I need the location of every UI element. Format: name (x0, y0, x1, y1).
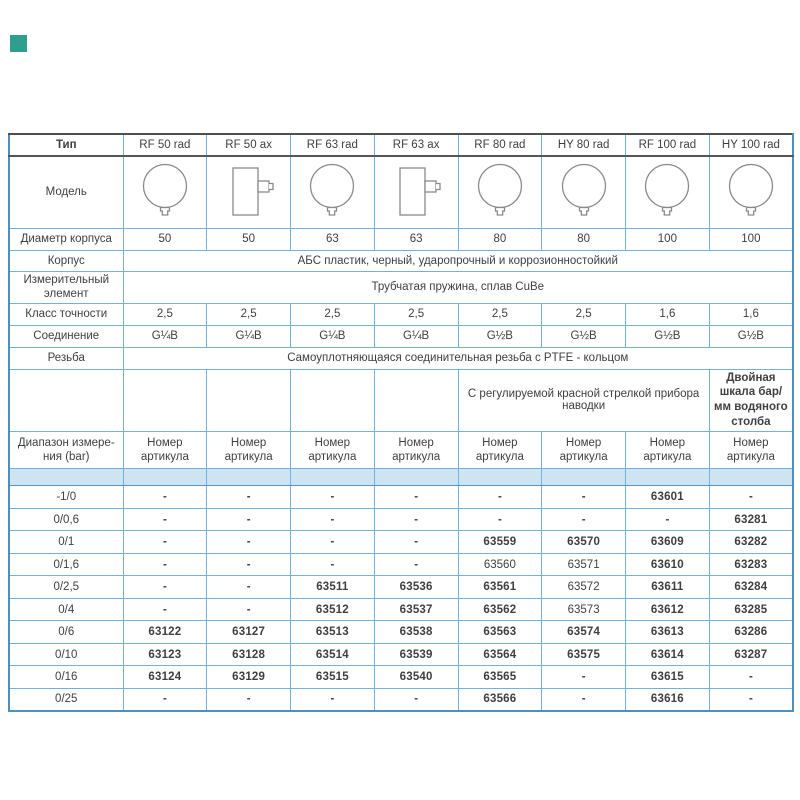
notes-empty-cell (123, 369, 207, 432)
table-row (9, 531, 793, 554)
model-cell (123, 156, 207, 228)
article-cell-empty: - (291, 508, 375, 531)
table-row (9, 576, 793, 599)
article-cell: 63614 (626, 643, 710, 666)
band-cell (709, 469, 793, 486)
article-cell: 63572 (542, 576, 626, 599)
gauge-rad-icon (305, 161, 359, 223)
article-cell-empty: - (123, 508, 207, 531)
article-cell-empty: - (542, 486, 626, 509)
article-cell-empty: - (458, 508, 542, 531)
connection-value: G¼B (123, 325, 207, 347)
gauge-rad-icon (557, 161, 611, 223)
article-header: Номер артикула (542, 432, 626, 469)
band-cell (374, 469, 458, 486)
article-cell-empty: - (626, 508, 710, 531)
body-label: Корпус (9, 250, 123, 271)
column-header: RF 63 ax (374, 134, 458, 156)
article-cell: 63283 (709, 553, 793, 576)
article-cell: 63574 (542, 621, 626, 644)
article-header-row (9, 432, 793, 469)
column-header: RF 50 ax (207, 134, 291, 156)
article-cell: 63559 (458, 531, 542, 554)
article-cell-empty: - (207, 576, 291, 599)
table-row (9, 666, 793, 689)
column-header: HY 100 rad (709, 134, 793, 156)
accuracy-value: 2,5 (542, 303, 626, 325)
article-cell: 63571 (542, 553, 626, 576)
band-cell (9, 469, 123, 486)
range-value: 0/10 (9, 643, 123, 666)
gauge-ax-icon (222, 161, 276, 223)
article-cell: 63515 (291, 666, 375, 689)
notes-empty-cell (9, 369, 123, 432)
connection-value: G¼B (374, 325, 458, 347)
model-label: Модель (9, 156, 123, 228)
article-cell-empty: - (207, 553, 291, 576)
diameter-value: 80 (542, 228, 626, 250)
table-row (9, 621, 793, 644)
column-header: RF 63 rad (291, 134, 375, 156)
range-value: 0/1 (9, 531, 123, 554)
article-cell-empty: - (207, 531, 291, 554)
article-cell: 63123 (123, 643, 207, 666)
article-header: Номер артикула (458, 432, 542, 469)
range-label-line2: ния (bar) (43, 451, 90, 464)
article-cell-empty: - (291, 553, 375, 576)
diameter-value: 63 (374, 228, 458, 250)
article-cell: 63514 (291, 643, 375, 666)
article-header: Номер артикула (291, 432, 375, 469)
column-header: RF 80 rad (458, 134, 542, 156)
gauge-rad-icon (138, 161, 192, 223)
accuracy-row (9, 303, 793, 325)
article-cell: 63616 (626, 688, 710, 711)
table-row (9, 643, 793, 666)
red-pointer-note: С регулируемой красной стрелкой прибора наводки (458, 369, 709, 432)
element-label: Измерительный элемент (9, 271, 123, 303)
article-cell: 63562 (458, 598, 542, 621)
table-row (9, 688, 793, 711)
table-row (9, 508, 793, 531)
separator-band-row (9, 469, 793, 486)
range-value: 0/6 (9, 621, 123, 644)
article-cell-empty: - (374, 553, 458, 576)
article-header: Номер артикула (123, 432, 207, 469)
diameter-row (9, 228, 793, 250)
diameter-value: 63 (291, 228, 375, 250)
gauge-rad-icon (473, 161, 527, 223)
article-cell: 63538 (374, 621, 458, 644)
article-cell-empty: - (123, 688, 207, 711)
range-value: 0/25 (9, 688, 123, 711)
article-header: Номер артикула (709, 432, 793, 469)
band-cell (626, 469, 710, 486)
accuracy-value: 1,6 (709, 303, 793, 325)
article-cell: 63537 (374, 598, 458, 621)
gauge-spec-table (8, 133, 794, 712)
connection-value: G½B (542, 325, 626, 347)
article-cell-empty: - (207, 508, 291, 531)
article-cell: 63287 (709, 643, 793, 666)
element-value: Трубчатая пружина, сплав CuBe (123, 271, 793, 303)
article-cell-empty: - (207, 688, 291, 711)
connection-value: G¼B (207, 325, 291, 347)
article-cell: 63285 (709, 598, 793, 621)
article-cell: 63560 (458, 553, 542, 576)
range-value: 0/2,5 (9, 576, 123, 599)
model-cell (291, 156, 375, 228)
article-cell-empty: - (123, 598, 207, 621)
article-cell: 63565 (458, 666, 542, 689)
article-cell-empty: - (123, 576, 207, 599)
article-cell: 63513 (291, 621, 375, 644)
gauge-rad-icon (724, 161, 778, 223)
diameter-value: 50 (207, 228, 291, 250)
article-header: Номер артикула (207, 432, 291, 469)
connection-value: G½B (709, 325, 793, 347)
thread-value: Самоуплотняющаяся соединительная резьба с PTFE - кольцом (123, 347, 793, 369)
article-cell-empty: - (123, 531, 207, 554)
article-cell: 63282 (709, 531, 793, 554)
dual-scale-note-line2: мм водяного столба (714, 401, 788, 429)
range-value: 0/4 (9, 598, 123, 621)
article-cell: 63561 (458, 576, 542, 599)
range-value: 0/0,6 (9, 508, 123, 531)
model-cell (709, 156, 793, 228)
article-cell: 63511 (291, 576, 375, 599)
diameter-value: 50 (123, 228, 207, 250)
article-cell: 63124 (123, 666, 207, 689)
diameter-value: 80 (458, 228, 542, 250)
table-row (9, 598, 793, 621)
article-header: Номер артикула (626, 432, 710, 469)
article-cell-empty: - (542, 666, 626, 689)
article-cell: 63612 (626, 598, 710, 621)
article-cell: 63615 (626, 666, 710, 689)
article-cell-empty: - (207, 486, 291, 509)
article-cell: 63127 (207, 621, 291, 644)
connection-row (9, 325, 793, 347)
type-header-row (9, 134, 793, 156)
notes-empty-cell (291, 369, 375, 432)
article-cell-empty: - (291, 531, 375, 554)
table-row (9, 486, 793, 509)
model-cell (207, 156, 291, 228)
accuracy-value: 2,5 (458, 303, 542, 325)
notes-row (9, 369, 793, 432)
article-cell-empty: - (374, 508, 458, 531)
article-cell-empty: - (374, 486, 458, 509)
article-cell: 63601 (626, 486, 710, 509)
article-cell-empty: - (458, 486, 542, 509)
type-label: Тип (9, 134, 123, 156)
model-cell (458, 156, 542, 228)
article-cell-empty: - (374, 688, 458, 711)
accuracy-value: 1,6 (626, 303, 710, 325)
accuracy-value: 2,5 (207, 303, 291, 325)
thread-row (9, 347, 793, 369)
article-cell-empty: - (291, 688, 375, 711)
column-header: RF 100 rad (626, 134, 710, 156)
diameter-value: 100 (626, 228, 710, 250)
accuracy-value: 2,5 (123, 303, 207, 325)
connection-value: G¼B (291, 325, 375, 347)
notes-empty-cell (207, 369, 291, 432)
article-cell-empty: - (291, 486, 375, 509)
model-row (9, 156, 793, 228)
dual-scale-note-line1: Двойная шкала бар/ (719, 371, 783, 399)
column-header: RF 50 rad (123, 134, 207, 156)
gauge-ax-icon (389, 161, 443, 223)
article-cell: 63536 (374, 576, 458, 599)
accuracy-label: Класс точности (9, 303, 123, 325)
accuracy-value: 2,5 (374, 303, 458, 325)
article-cell-empty: - (709, 688, 793, 711)
connection-label: Соединение (9, 325, 123, 347)
dual-scale-note (709, 369, 793, 432)
article-cell: 63570 (542, 531, 626, 554)
article-cell-empty: - (709, 486, 793, 509)
band-cell (207, 469, 291, 486)
article-cell: 63573 (542, 598, 626, 621)
body-row (9, 250, 793, 271)
article-cell-empty: - (123, 553, 207, 576)
article-cell: 63613 (626, 621, 710, 644)
body-value: АБС пластик, черный, ударопрочный и коррозионностойкий (123, 250, 793, 271)
article-cell: 63122 (123, 621, 207, 644)
notes-empty-cell (374, 369, 458, 432)
model-cell (626, 156, 710, 228)
connection-value: G½B (458, 325, 542, 347)
article-cell-empty: - (542, 508, 626, 531)
article-cell: 63540 (374, 666, 458, 689)
article-header: Номер артикула (374, 432, 458, 469)
range-label (9, 432, 123, 469)
article-cell: 63610 (626, 553, 710, 576)
table-row (9, 553, 793, 576)
diameter-value: 100 (709, 228, 793, 250)
range-label-line1: Диапазон измере- (17, 436, 115, 449)
article-cell-empty: - (207, 598, 291, 621)
article-cell: 63564 (458, 643, 542, 666)
range-value: 0/16 (9, 666, 123, 689)
column-header: HY 80 rad (542, 134, 626, 156)
model-cell (374, 156, 458, 228)
article-cell: 63566 (458, 688, 542, 711)
range-value: -1/0 (9, 486, 123, 509)
article-cell-empty: - (709, 666, 793, 689)
diameter-label: Диаметр корпуса (9, 228, 123, 250)
element-row (9, 271, 793, 303)
thread-label: Резьба (9, 347, 123, 369)
band-cell (123, 469, 207, 486)
article-cell: 63286 (709, 621, 793, 644)
connection-value: G½B (626, 325, 710, 347)
gauge-rad-icon (640, 161, 694, 223)
band-cell (458, 469, 542, 486)
corner-mark (10, 35, 27, 52)
article-cell-empty: - (542, 688, 626, 711)
article-cell: 63512 (291, 598, 375, 621)
article-cell: 63281 (709, 508, 793, 531)
article-cell: 63563 (458, 621, 542, 644)
article-cell: 63284 (709, 576, 793, 599)
article-cell: 63575 (542, 643, 626, 666)
range-value: 0/1,6 (9, 553, 123, 576)
article-cell: 63129 (207, 666, 291, 689)
article-cell: 63539 (374, 643, 458, 666)
article-cell-empty: - (123, 486, 207, 509)
band-cell (291, 469, 375, 486)
article-cell-empty: - (374, 531, 458, 554)
article-cell: 63609 (626, 531, 710, 554)
article-cell: 63611 (626, 576, 710, 599)
article-cell: 63128 (207, 643, 291, 666)
band-cell (542, 469, 626, 486)
model-cell (542, 156, 626, 228)
accuracy-value: 2,5 (291, 303, 375, 325)
